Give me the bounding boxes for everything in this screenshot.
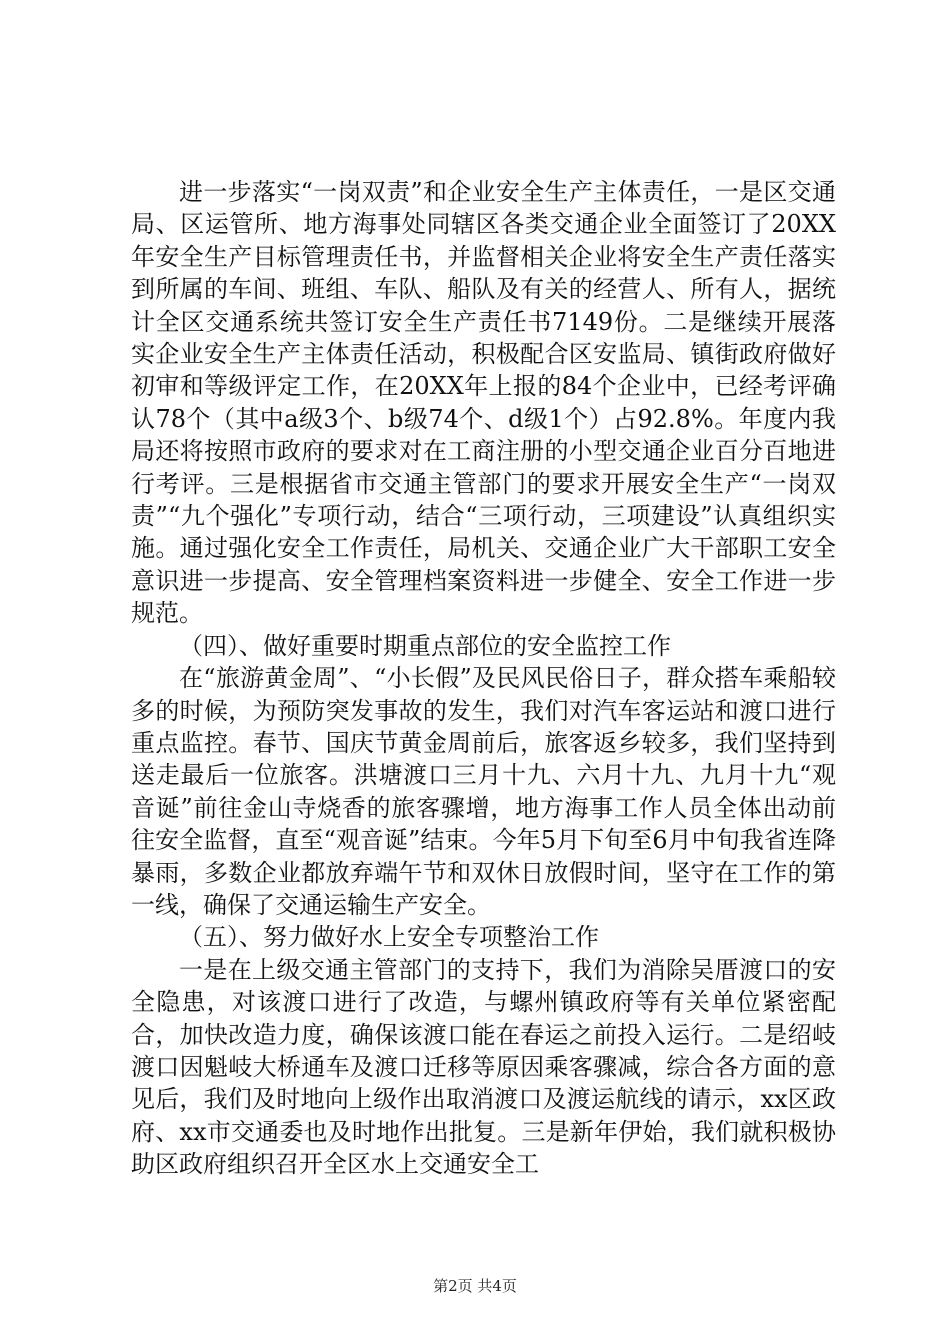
paragraph-water-safety: 一是在上级交通主管部门的支持下，我们为消除吴厝渡口的安全隐患，对该渡口进行了改造，与螺州镇政府等有关单位紧密配合，加快改造力度，确保该渡口能在春运之前投入运行。二是绍岐渡口因魁岐大桥通车及渡口迁移等原因乘客骤减，综合各方面的意见后，我们及时地向上级作出取消渡口及渡运航线的请示，xx区政府、xx市交通委也及时地作出批复。三是新年伊始，我们就积极协助区政府组织召开全区水上交通安全工	[131, 955, 836, 1179]
page-number-footer: 第2页 共4页	[433, 1277, 517, 1295]
paragraph-responsibility: 进一步落实“一岗双责”和企业安全生产主体责任，一是区交通局、区运管所、地方海事处同辖区各类交通企业全面签订了20XX年安全生产目标管理责任书，并监督相关企业将安全生产责任落实到所属的车间、班组、车队、船队及有关的经营人、所有人，据统计全区交通系统共签订安全生产责任书7149份。二是继续开展落实企业安全生产主体责任活动，积极配合区安监局、镇街政府做好初审和等级评定工作，在20XX年上报的84个企业中，已经考评确认78个（其中a级3个、b级74个、d级1个）占92.8%。年度内我局还将按照市政府的要求对在工商注册的小型交通企业百分百地进行考评。三是根据省市交通主管部门的要求开展安全生产“一岗双责”“九个强化”专项行动，结合“三项行动，三项建设”认真组织实施。通过强化安全工作责任，局机关、交通企业广大干部职工安全意识进一步提高、安全管理档案资料进一步健全、安全工作进一步规范。	[131, 178, 836, 628]
section-heading-five: （五）、努力做好水上安全专项整治工作	[179, 923, 599, 952]
document-body	[131, 176, 836, 1181]
section-heading-four: （四）、做好重要时期重点部位的安全监控工作	[179, 631, 671, 660]
paragraph-holiday-monitoring: 在“旅游黄金周”、“小长假”及民风民俗日子，群众搭车乘船较多的时候，为预防突发事故的发生，我们对汽车客运站和渡口进行重点监控。春节、国庆节黄金周前后，旅客返乡较多，我们坚持到送走最后一位旅客。洪塘渡口三月十九、六月十九、九月十九“观音诞”前往金山寺烧香的旅客骤增，地方海事工作人员全体出动前往安全监督，直至“观音诞”结束。今年5月下旬至6月中旬我省连降暴雨，多数企业都放弃端午节和双休日放假时间，坚守在工作的第一线，确保了交通运输生产安全。	[131, 664, 836, 919]
